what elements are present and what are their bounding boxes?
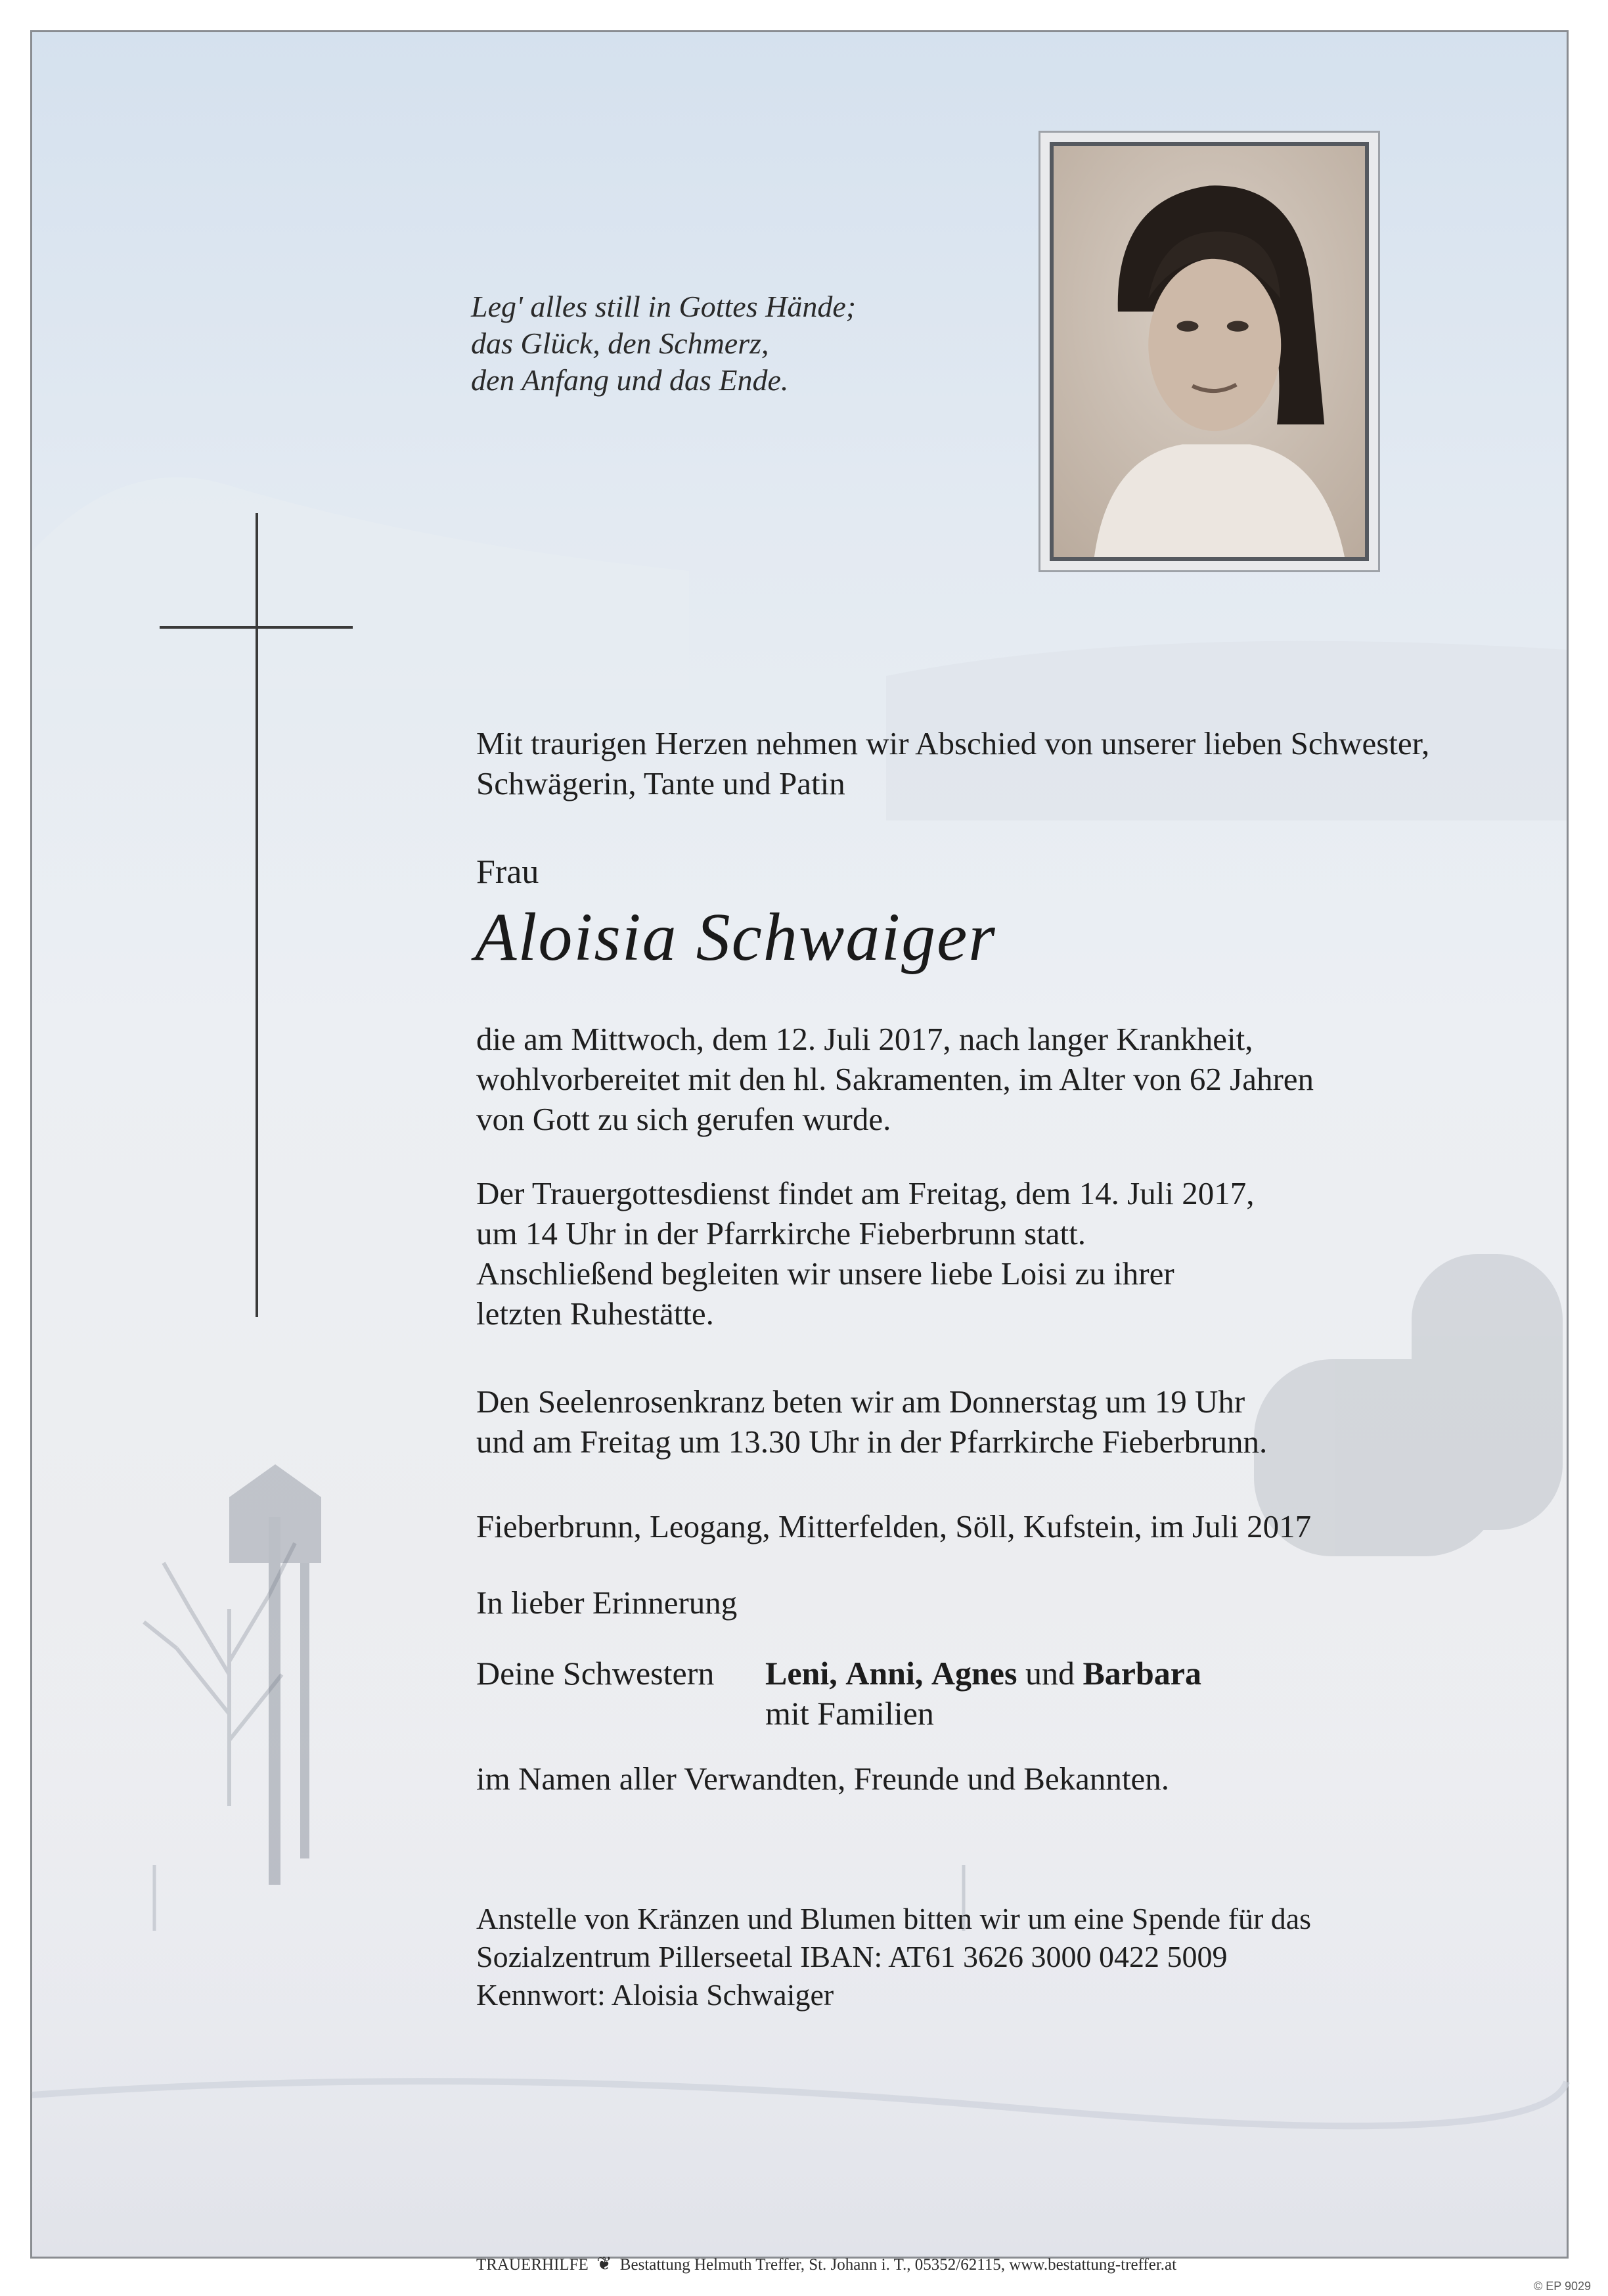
footer-brand: TRAUERHILFE xyxy=(476,2256,589,2274)
memorial-quote xyxy=(471,288,856,399)
cross-horizontal-bar xyxy=(160,626,353,629)
quote-line: den Anfang und das Ende. xyxy=(471,363,789,397)
cross-vertical-bar xyxy=(256,513,258,1317)
signer-name: Agnes xyxy=(931,1655,1017,1692)
signer-name: Leni, xyxy=(765,1655,838,1692)
death-notice-line: die am Mittwoch, dem 12. Juli 2017, nach langer Krankheit, xyxy=(476,1021,1253,1057)
donation-request xyxy=(476,1900,1311,2014)
death-notice xyxy=(476,1019,1314,1139)
funeral-home-footer xyxy=(476,2253,1176,2275)
funeral-line: um 14 Uhr in der Pfarrkirche Fieberbrunn statt. xyxy=(476,1215,1086,1251)
donation-line: Anstelle von Kränzen und Blumen bitten wir um eine Spende für das xyxy=(476,1902,1312,1935)
funeral-line: Anschließend begleiten wir unsere liebe Loisi zu ihrer xyxy=(476,1255,1174,1292)
funeral-line: letzten Ruhestätte. xyxy=(476,1295,714,1332)
remembrance-line: In lieber Erinnerung xyxy=(476,1585,738,1621)
quote-line: das Glück, den Schmerz, xyxy=(471,326,769,360)
intro-line: Mit traurigen Herzen nehmen wir Abschied von unserer lieben Schwester, xyxy=(476,725,1430,761)
funeral-service-info xyxy=(476,1173,1254,1334)
salutation: Frau xyxy=(476,853,539,891)
deceased-name: Aloisia Schwaiger xyxy=(475,899,996,975)
donation-line: Sozialzentrum Pillerseetal IBAN: AT61 3626 3000 0422 5009 xyxy=(476,1940,1228,1973)
signers-families: mit Familien xyxy=(765,1695,934,1732)
signers-names xyxy=(765,1654,1201,1694)
death-notice-line: wohlvorbereitet mit den hl. Sakramenten, im Alter von 62 Jahren xyxy=(476,1061,1314,1097)
death-notice-line: von Gott zu sich gerufen wurde. xyxy=(476,1101,891,1137)
rosary-line: Den Seelenrosenkranz beten wir am Donnerstag um 19 Uhr xyxy=(476,1384,1245,1420)
rosary-line: und am Freitag um 13.30 Uhr in der Pfarrkirche Fieberbrunn. xyxy=(476,1424,1268,1460)
signer-name: Barbara xyxy=(1083,1655,1201,1692)
signer-conjunction: und xyxy=(1025,1655,1075,1692)
rosary-info xyxy=(476,1382,1267,1462)
donation-line: Kennwort: Aloisia Schwaiger xyxy=(476,1978,834,2012)
quote-line: Leg' alles still in Gottes Hände; xyxy=(471,290,857,323)
footer-contact: Bestattung Helmuth Treffer, St. Johann i. T., 05352/62115, www.bestattung-treffer.at xyxy=(619,2256,1177,2274)
intro-line: Schwägerin, Tante und Patin xyxy=(476,765,845,801)
intro-text xyxy=(476,723,1429,803)
funeral-line: Der Trauergottesdienst findet am Freitag, dem 14. Juli 2017, xyxy=(476,1175,1255,1211)
copyright-mark: © EP 9029 xyxy=(1534,2280,1591,2293)
places-and-date: Fieberbrunn, Leogang, Mitterfelden, Söll, Kufstein, im Juli 2017 xyxy=(476,1508,1312,1544)
portrait-photo xyxy=(1050,142,1369,561)
signer-name: Anni, xyxy=(845,1655,924,1692)
portrait-frame xyxy=(1038,131,1380,572)
closing-line: im Namen aller Verwandten, Freunde und Bekannten. xyxy=(476,1761,1170,1797)
leaf-icon: ❦ xyxy=(596,2254,612,2274)
obituary-card xyxy=(30,30,1569,2274)
signers-label: Deine Schwestern xyxy=(476,1655,715,1692)
